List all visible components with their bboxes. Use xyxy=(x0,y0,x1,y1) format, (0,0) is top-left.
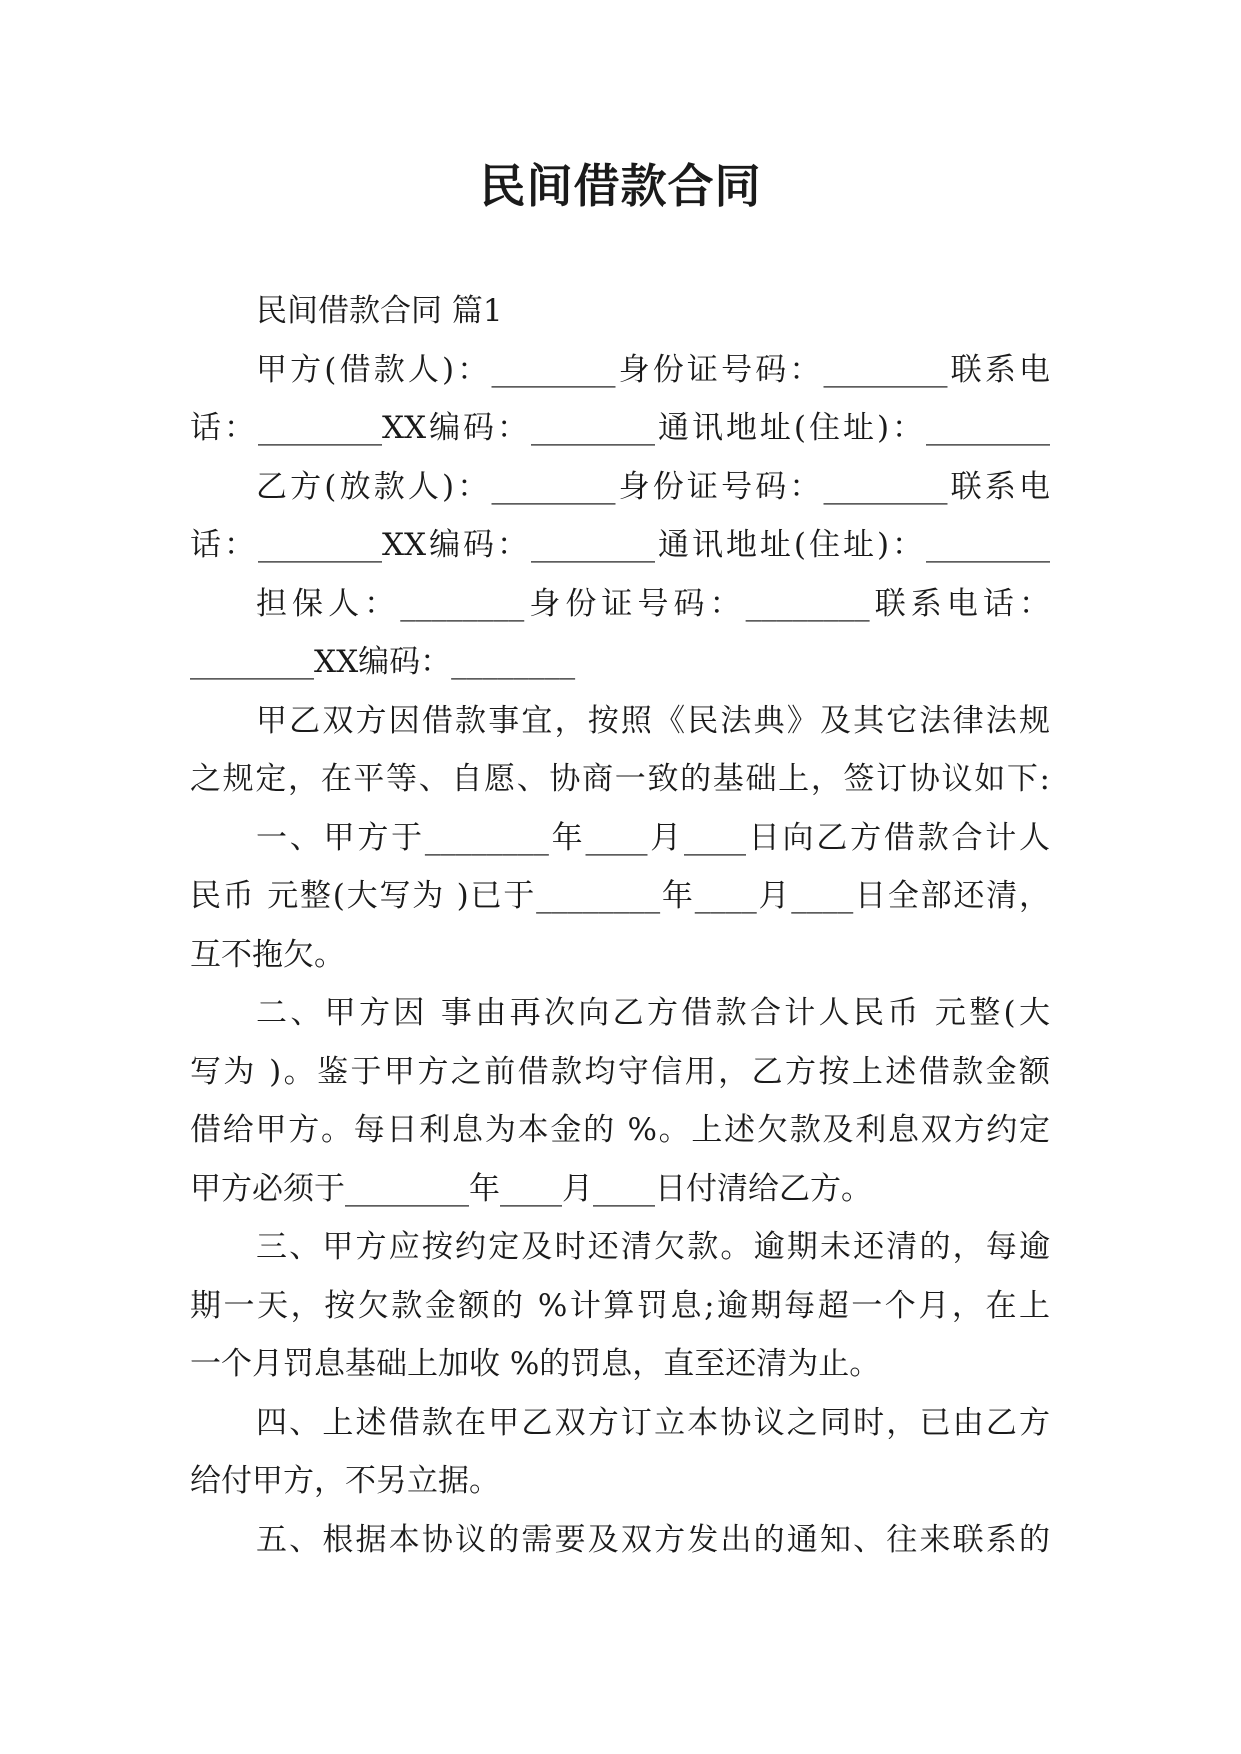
text-line: 乙方(放款人)：________身份证号码：________联系电 xyxy=(256,468,1050,505)
text-line: 民币 元整(大写为 )已于________年____月____日全部还清， xyxy=(190,878,1050,914)
text-line: 甲方(借款人)：________身份证号码：________联系电 xyxy=(256,351,1050,388)
text-line: 借给甲方。每日利息为本金的 %。上述欠款及利息双方约定 xyxy=(190,1112,1050,1148)
text-line: 三、甲方应按约定及时还清欠款。逾期未还清的，每逾 xyxy=(256,1229,1050,1265)
text-line: 民间借款合同 篇1 xyxy=(256,293,503,329)
text-line: 甲方必须于________年____月____日付清给乙方。 xyxy=(190,1170,872,1207)
text-line: 二、甲方因 事由再次向乙方借款合计人民币 元整(大 xyxy=(256,995,1050,1031)
text-line: 四、上述借款在甲乙双方订立本协议之同时，已由乙方 xyxy=(256,1404,1050,1441)
text-line: 话：________XX编码：________通讯地址(住址)：________ xyxy=(190,527,1050,563)
text-line: 写为 )。鉴于甲方之前借款均守信用，乙方按上述借款金额 xyxy=(190,1053,1050,1090)
text-line: 五、根据本协议的需要及双方发出的通知、往来联系的 xyxy=(256,1521,1050,1558)
text-line: 一个月罚息基础上加收 %的罚息，直至还清为止。 xyxy=(190,1346,881,1382)
text-line: 期一天，按欠款金额的 %计算罚息;逾期每超一个月，在上 xyxy=(190,1287,1050,1324)
text-line: 之规定，在平等、自愿、协商一致的基础上，签订协议如下: xyxy=(190,761,1050,797)
text-line: 互不拖欠。 xyxy=(190,936,345,973)
text-line: 担保人：________身份证号码：________联系电话： xyxy=(256,585,1050,622)
text-line: ________XX编码：________ xyxy=(190,644,576,680)
text-line: 给付甲方，不另立据。 xyxy=(190,1463,500,1499)
text-line: 一、甲方于________年____月____日向乙方借款合计人 xyxy=(256,819,1050,856)
document-title: 民间借款合同 xyxy=(479,159,762,213)
text-line: 甲乙双方因借款事宜，按照《民法典》及其它法律法规 xyxy=(256,702,1050,739)
text-line: 话：________XX编码：________通讯地址(住址)：________ xyxy=(190,410,1050,446)
document-body xyxy=(190,282,1050,1569)
